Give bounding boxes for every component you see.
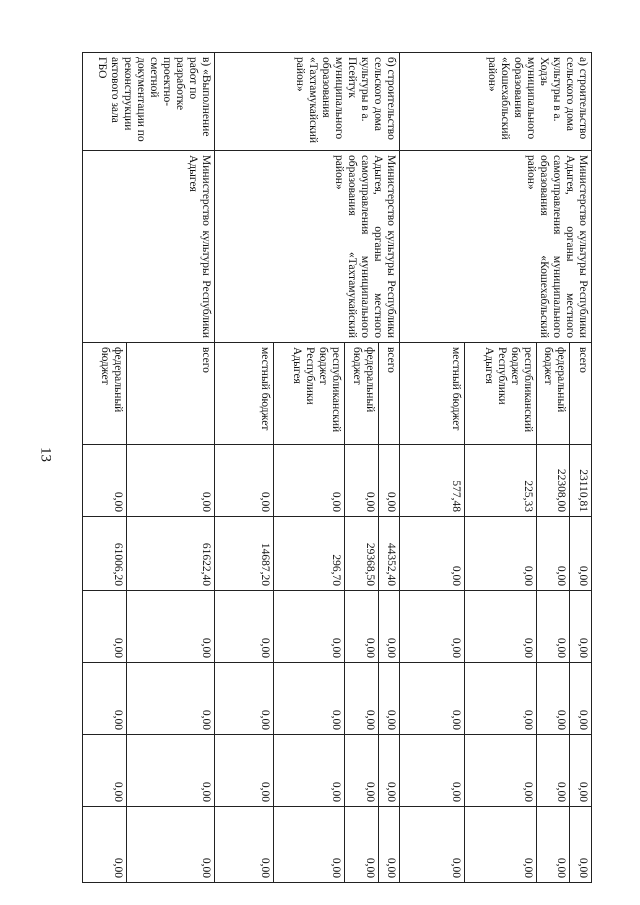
amount-cell: 0,00	[536, 735, 570, 807]
amount-cell: 0,00	[465, 517, 536, 591]
amount-cell: 0,00	[127, 445, 215, 517]
funding-source-cell: федеральный бюджет	[536, 343, 570, 445]
amount-cell: 0,00	[215, 663, 273, 735]
amount-cell: 0,00	[345, 807, 379, 883]
amount-cell: 0,00	[273, 735, 344, 807]
measure-name-cell: б) строительство сельского дома культуры в а. Псейтук муниципального образования «Тахтамукайский район»	[215, 53, 400, 151]
amount-cell: 0,00	[83, 445, 127, 517]
amount-cell: 0,00	[378, 663, 400, 735]
amount-cell: 0,00	[400, 735, 465, 807]
funding-source-cell: всего	[378, 343, 400, 445]
amount-cell: 29368,50	[345, 517, 379, 591]
amount-cell: 0,00	[400, 591, 465, 663]
funding-source-cell: всего	[570, 343, 592, 445]
amount-cell: 0,00	[273, 807, 344, 883]
amount-cell: 0,00	[127, 735, 215, 807]
amount-cell: 0,00	[536, 807, 570, 883]
amount-cell: 44352,40	[378, 517, 400, 591]
amount-cell: 0,00	[400, 663, 465, 735]
amount-cell: 0,00	[345, 445, 379, 517]
amount-cell: 0,00	[400, 807, 465, 883]
amount-cell: 225,33	[465, 445, 536, 517]
table-row	[127, 53, 215, 883]
amount-cell: 0,00	[465, 807, 536, 883]
amount-cell: 0,00	[83, 735, 127, 807]
amount-cell: 0,00	[273, 591, 344, 663]
amount-cell: 0,00	[345, 591, 379, 663]
amount-cell: 0,00	[465, 591, 536, 663]
funding-source-cell: республиканский бюджет Республики Адыгея	[465, 343, 536, 445]
table-body	[83, 53, 592, 883]
amount-cell: 0,00	[83, 807, 127, 883]
amount-cell: 61006,20	[83, 517, 127, 591]
amount-cell: 0,00	[400, 517, 465, 591]
measure-name-cell: в) «Выполнение работ по разработке проектно-сметной документации по реконструкции актового зала ГБО	[83, 53, 215, 151]
amount-cell: 0,00	[570, 735, 592, 807]
executor-cell: Министерство культуры Республики Адыгея, органы местного самоуправления муниципального образования «Тахтамукайский район»	[215, 151, 400, 343]
amount-cell: 0,00	[570, 517, 592, 591]
amount-cell: 0,00	[465, 663, 536, 735]
amount-cell: 0,00	[127, 663, 215, 735]
amount-cell: 0,00	[345, 735, 379, 807]
budget-table	[82, 52, 592, 883]
amount-cell: 577,48	[400, 445, 465, 517]
table-row	[570, 53, 592, 883]
amount-cell: 0,00	[536, 517, 570, 591]
executor-cell: Министерство культуры Республики Адыгея, органы местного самоуправления муниципального образования «Кошехабльский район»	[400, 151, 592, 343]
budget-table-container	[82, 52, 592, 882]
funding-source-cell: местный бюджет	[215, 343, 273, 445]
amount-cell: 0,00	[465, 735, 536, 807]
measure-name-cell: а) строительство сельского дома культуры в а. Ходзь муниципального образования «Кошехабльский район»	[400, 53, 592, 151]
amount-cell: 296,70	[273, 517, 344, 591]
executor-cell: Министерство культуры Республики Адыгея	[83, 151, 215, 343]
amount-cell: 0,00	[83, 663, 127, 735]
amount-cell: 0,00	[536, 591, 570, 663]
amount-cell: 0,00	[378, 445, 400, 517]
amount-cell: 23110,81	[570, 445, 592, 517]
amount-cell: 14687,20	[215, 517, 273, 591]
funding-source-cell: местный бюджет	[400, 343, 465, 445]
amount-cell: 0,00	[215, 445, 273, 517]
amount-cell: 0,00	[127, 807, 215, 883]
table-row	[378, 53, 400, 883]
amount-cell: 22308,00	[536, 445, 570, 517]
amount-cell: 0,00	[536, 663, 570, 735]
amount-cell: 0,00	[345, 663, 379, 735]
amount-cell: 61622,40	[127, 517, 215, 591]
amount-cell: 0,00	[378, 735, 400, 807]
amount-cell: 0,00	[273, 445, 344, 517]
amount-cell: 0,00	[215, 735, 273, 807]
amount-cell: 0,00	[273, 663, 344, 735]
funding-source-cell: федеральный бюджет	[345, 343, 379, 445]
amount-cell: 0,00	[378, 591, 400, 663]
page-number: 13	[37, 447, 54, 462]
amount-cell: 0,00	[215, 591, 273, 663]
funding-source-cell: республиканский бюджет Республики Адыгея	[273, 343, 344, 445]
funding-source-cell: всего	[127, 343, 215, 445]
amount-cell: 0,00	[570, 663, 592, 735]
amount-cell: 0,00	[215, 807, 273, 883]
funding-source-cell: федеральный бюджет	[83, 343, 127, 445]
amount-cell: 0,00	[378, 807, 400, 883]
amount-cell: 0,00	[570, 591, 592, 663]
amount-cell: 0,00	[127, 591, 215, 663]
amount-cell: 0,00	[570, 807, 592, 883]
amount-cell: 0,00	[83, 591, 127, 663]
